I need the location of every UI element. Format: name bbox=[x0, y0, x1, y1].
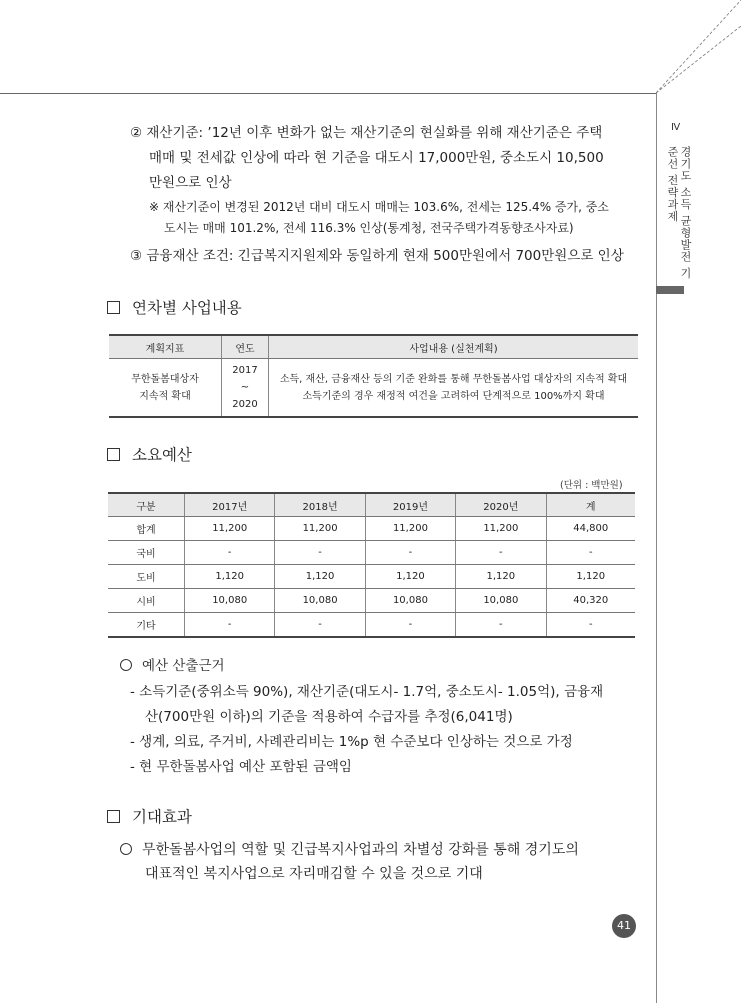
note-line-1: ※ 재산기준이 변경된 2012년 대비 대도시 매매는 103.6%, 전세는 125.4% 증가, 중소 bbox=[149, 200, 609, 214]
table-cell: 11,200 bbox=[365, 517, 455, 541]
table-cell: 11,200 bbox=[185, 517, 275, 541]
item-3: ③ 금융재산 조건: 긴급복지지원제와 동일하게 현재 500만원에서 700만원으로 인상 bbox=[130, 248, 624, 264]
effect-line-2: 대표적인 복지사업으로 자리매김할 수 있을 것으로 기대 bbox=[145, 866, 483, 882]
effect-text-1: 무한돌봄사업의 역할 및 긴급복지사업과의 차별성 강화를 통해 경기도의 bbox=[142, 842, 579, 858]
budget-unit: (단위 : 백만원) bbox=[560, 480, 623, 491]
budget-header: 구분 bbox=[108, 493, 185, 517]
plan-table-header bbox=[109, 335, 638, 359]
note-line-2: 도시는 매매 101.2%, 전세 116.3% 인상(통계청, 전국주택가격동향조사자료) bbox=[164, 221, 574, 235]
plan-table bbox=[109, 334, 638, 418]
budget-header: 2020년 bbox=[456, 493, 546, 517]
plan-content bbox=[269, 359, 639, 418]
section-effect-title: 기대효과 bbox=[132, 808, 192, 826]
table-cell: 기타 bbox=[108, 613, 185, 638]
table-cell: 국비 bbox=[108, 541, 185, 565]
table-cell: - bbox=[456, 541, 546, 565]
checkbox-square-icon bbox=[107, 301, 120, 314]
table-cell: - bbox=[546, 613, 635, 638]
budget-header: 2018년 bbox=[275, 493, 365, 517]
table-cell: 11,200 bbox=[456, 517, 546, 541]
checkbox-square-icon bbox=[107, 448, 120, 461]
table-cell: - bbox=[185, 613, 275, 638]
table-cell: - bbox=[275, 613, 365, 638]
budget-table bbox=[108, 492, 635, 638]
table-cell: - bbox=[456, 613, 546, 638]
table-row bbox=[109, 359, 638, 418]
plan-indicator-line-2: 지속적 확대 bbox=[139, 390, 191, 402]
table-cell: 도비 bbox=[108, 565, 185, 589]
plan-year-end: 2020 bbox=[232, 399, 258, 410]
circle-bullet-icon bbox=[120, 659, 132, 671]
basis-line-4: - 현 무한돌봄사업 예산 포함된 금액임 bbox=[130, 759, 352, 775]
section-annual-plan bbox=[107, 296, 242, 318]
page-number: 41 bbox=[612, 914, 636, 938]
budget-basis-heading bbox=[120, 654, 225, 679]
table-row bbox=[108, 565, 635, 589]
table-cell: 10,080 bbox=[275, 589, 365, 613]
basis-line-1: - 소득기준(중위소득 90%), 재산기준(대도시- 1.7억, 중소도시- 1.05억), 금융재 bbox=[130, 684, 604, 700]
table-cell: 1,120 bbox=[456, 565, 546, 589]
plan-indicator bbox=[109, 359, 222, 418]
basis-line-2: 산(700만원 이하)의 기준을 적용하여 수급자를 추정(6,041명) bbox=[145, 709, 513, 725]
table-cell: 10,080 bbox=[185, 589, 275, 613]
table-cell: 1,120 bbox=[546, 565, 635, 589]
budget-header: 2019년 bbox=[365, 493, 455, 517]
plan-header-year: 연도 bbox=[222, 335, 269, 359]
item-2-line-2: 매매 및 전세값 인상에 따라 현 기준을 대도시 17,000만원, 중소도시 10,500 bbox=[149, 150, 604, 166]
table-cell: 10,080 bbox=[456, 589, 546, 613]
plan-year-start: 2017 bbox=[232, 365, 258, 376]
section-effect bbox=[107, 805, 192, 827]
plan-indicator-line-1: 무한돌봄대상자 bbox=[131, 373, 199, 385]
table-cell: - bbox=[275, 541, 365, 565]
budget-table-header bbox=[108, 493, 635, 517]
table-cell: 11,200 bbox=[275, 517, 365, 541]
section-budget bbox=[107, 443, 192, 465]
side-rule bbox=[656, 93, 657, 1003]
chapter-marker bbox=[656, 286, 684, 294]
effect-line-1 bbox=[120, 838, 579, 863]
circle-bullet-icon bbox=[120, 843, 132, 855]
table-cell: 시비 bbox=[108, 589, 185, 613]
table-cell: 1,120 bbox=[185, 565, 275, 589]
table-cell: - bbox=[185, 541, 275, 565]
section-budget-title: 소요예산 bbox=[132, 446, 192, 464]
table-row bbox=[108, 517, 635, 541]
section-annual-title: 연차별 사업내용 bbox=[132, 299, 242, 317]
plan-year-separator: ~ bbox=[240, 382, 250, 393]
plan-header-content: 사업내용 (실천계획) bbox=[269, 335, 639, 359]
table-cell: 40,320 bbox=[546, 589, 635, 613]
item-2-line-3: 만원으로 인상 bbox=[149, 175, 232, 191]
budget-header: 계 bbox=[546, 493, 635, 517]
header-rule bbox=[0, 93, 657, 94]
table-cell: 1,120 bbox=[275, 565, 365, 589]
budget-header: 2017년 bbox=[185, 493, 275, 517]
chapter-title: 경기도 소득 균형발전 기준선 전략과제 bbox=[666, 146, 692, 280]
checkbox-square-icon bbox=[107, 810, 120, 823]
item-2-line-1: ② 재산기준: ’12년 이후 변화가 없는 재산기준의 현실화를 위해 재산기준은 주택 bbox=[130, 125, 603, 141]
plan-content-line-2: 소득기준의 경우 재정적 여건을 고려하여 단계적으로 100%까지 확대 bbox=[302, 390, 605, 402]
plan-year bbox=[222, 359, 269, 418]
plan-header-indicator: 계획지표 bbox=[109, 335, 222, 359]
table-cell: - bbox=[546, 541, 635, 565]
table-row bbox=[108, 589, 635, 613]
table-cell: 1,120 bbox=[365, 565, 455, 589]
table-row bbox=[108, 541, 635, 565]
chapter-number: Ⅳ bbox=[671, 122, 681, 133]
table-cell: 10,080 bbox=[365, 589, 455, 613]
basis-line-3: - 생계, 의료, 주거비, 사례관리비는 1%p 현 수준보다 인상하는 것으로 가정 bbox=[130, 734, 573, 750]
budget-basis-title: 예산 산출근거 bbox=[142, 658, 225, 674]
corner-fold-decoration bbox=[656, 0, 741, 93]
table-cell: 합계 bbox=[108, 517, 185, 541]
table-cell: 44,800 bbox=[546, 517, 635, 541]
plan-content-line-1: 소득, 재산, 금융재산 등의 기준 완화를 통해 무한돌봄사업 대상자의 지속적 확대 bbox=[279, 373, 628, 385]
table-cell: - bbox=[365, 613, 455, 638]
table-cell: - bbox=[365, 541, 455, 565]
table-row bbox=[108, 613, 635, 638]
